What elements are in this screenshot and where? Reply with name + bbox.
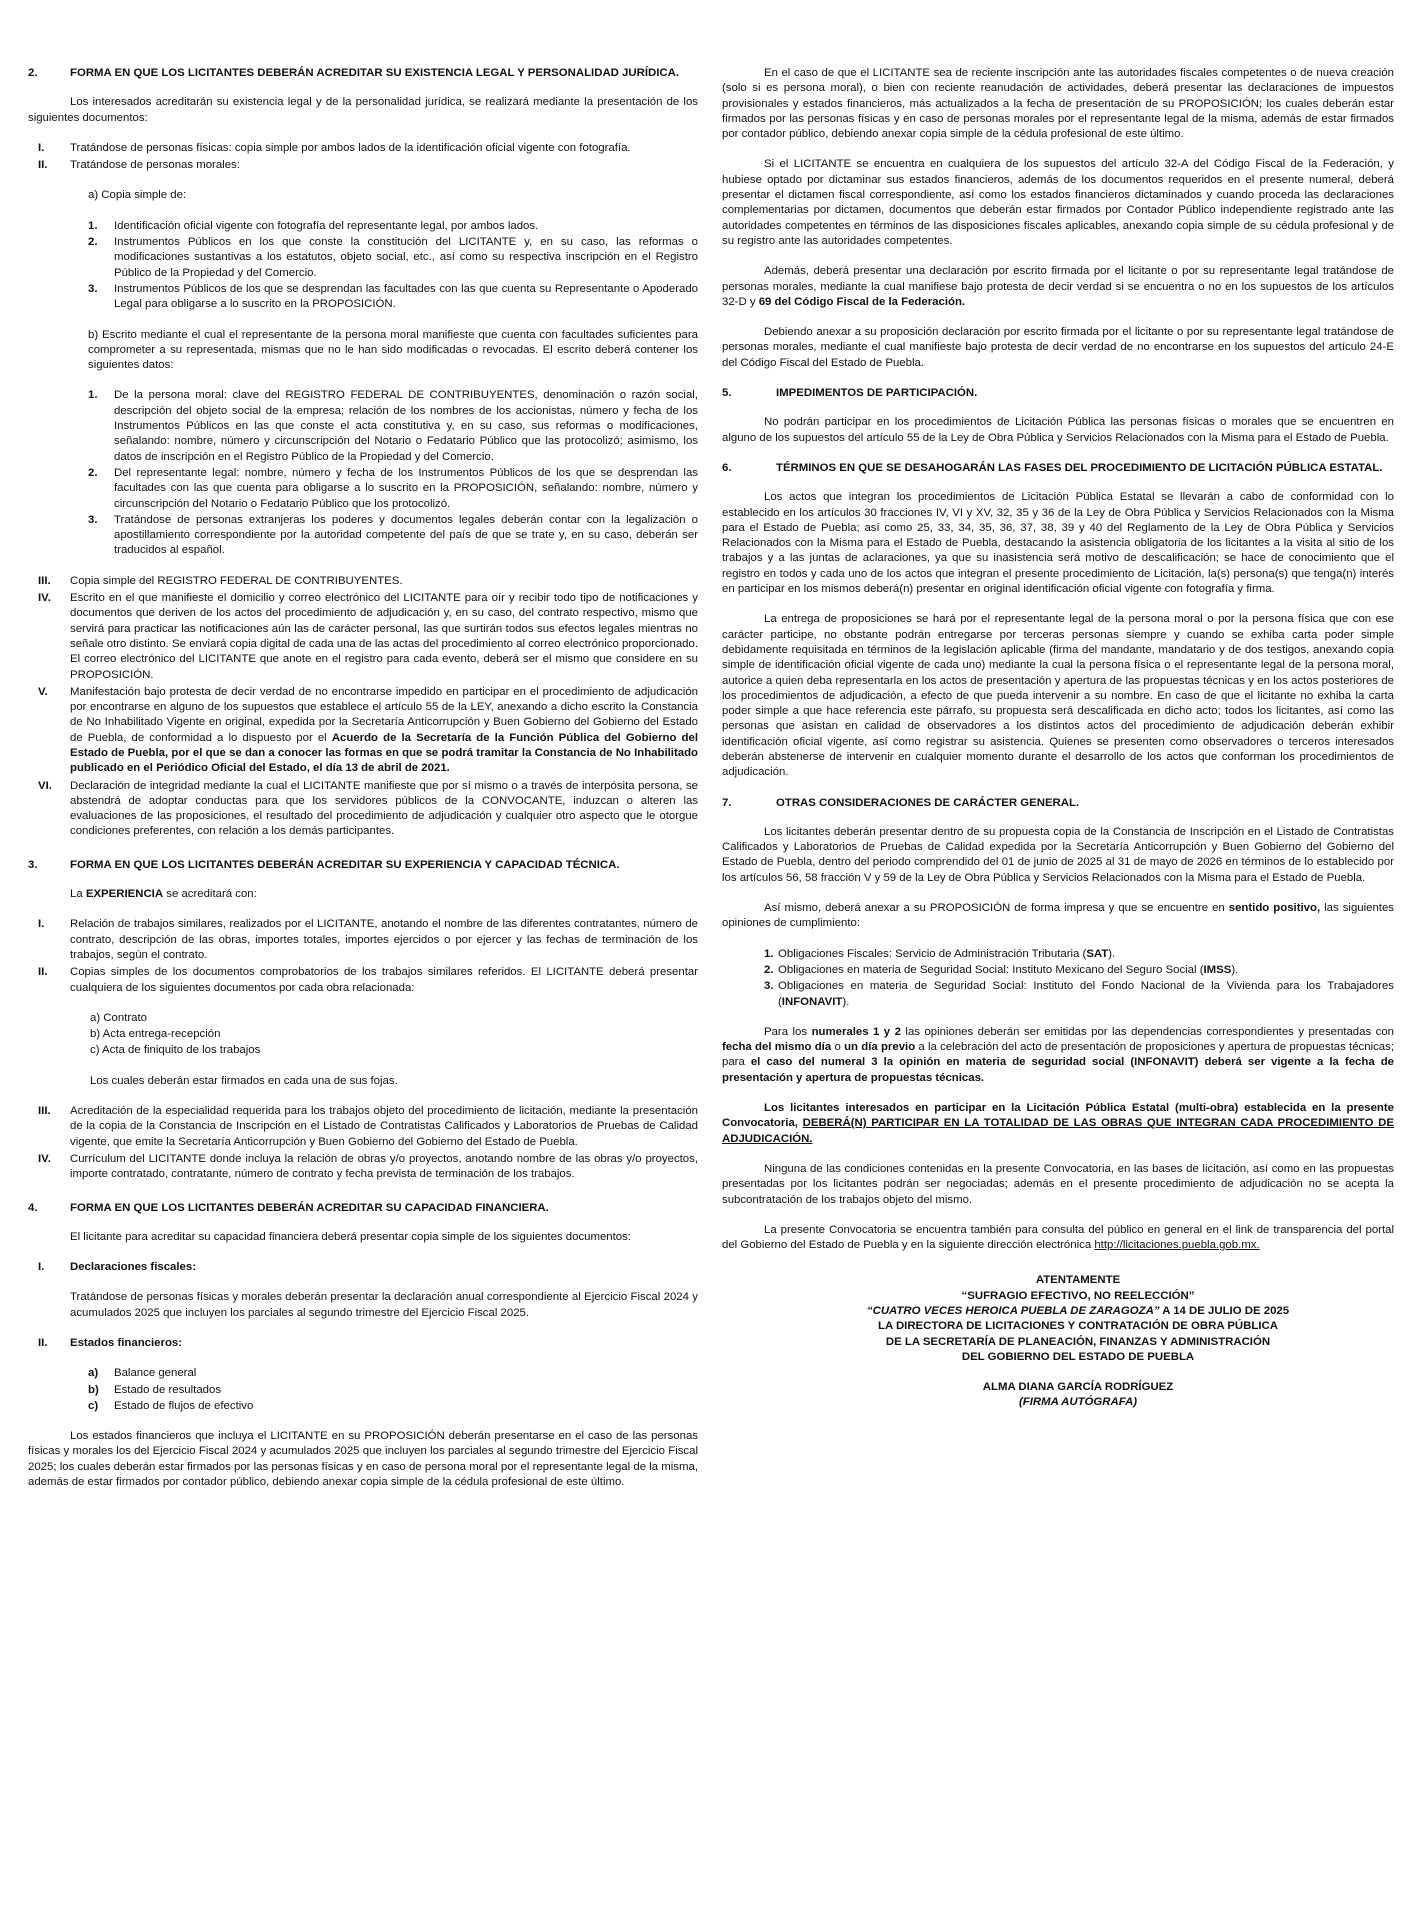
right-column (722, 66, 1394, 1411)
list-item: 1. De la persona moral: clave del REGISTRO FEDERAL DE CONTRIBUYENTES, denominación o razón social, descripción del objeto social de la empresa; relación de los nombres de los accionistas, número y fecha de los Instrumentos Públicos en las que conste el acta constitutiva y, en su caso, sus reformas o modificaciones, señalando: nombre, número y circunscripción del Notario o Fedatario Público que las protocolizó; asimismo, los datos de inscripción en el Registro Público de la Propiedad y del Comercio. (88, 389, 698, 463)
list-item: 2. Instrumentos Públicos en los que conste la constitución del LICITANTE y, en su caso, las reformas o modificaciones sustantivas a los estatutos, objeto social, etc., así como su respectiva inscripción en el Registro Público de la Propiedad y del Comercio. (88, 236, 698, 279)
section-7-heading: 7. OTRAS CONSIDERACIONES DE CARÁCTER GENERAL. (722, 796, 1080, 809)
s7-paragraph-3: Para los numerales 1 y 2 las opiniones deberán ser emitidas por las dependencias correspondientes y presentadas con fecha del mismo día o un día previo a la celebración del acto de presentación de proposiciones y apertura de propuestas técnicas; para el caso del numeral 3 la opinión en materia de seguridad social (INFONAVIT) deberá ser vigente a la fecha de presentación y apertura de propuestas técnicas. (722, 1025, 1394, 1084)
s4-item-ii: II. Estados financieros: (38, 1337, 183, 1349)
s3-item-ii: II. Copias simples de los documentos comprobatorios de los trabajos similares referidos. El LICITANTE deberá presentar cualquiera de los siguientes documentos por cada obra relacionada: (38, 966, 698, 994)
section-5-heading: 5. IMPEDIMENTOS DE PARTICIPACIÓN. (722, 387, 978, 400)
left-column (28, 66, 698, 1505)
s7-opinions-list (764, 947, 1394, 1010)
s2-item-iv: IV. Escrito en el que manifieste el domicilio y correo electrónico del LICITANTE para oír y recibir todo tipo de notificaciones y documentos que deriven de los actos del procedimiento de adjudicación y, en su caso, del contrato respectivo, mismo que servirá para practicar las notificaciones aún las de carácter personal, las que surtirán todos sus efectos legales mientras no señale otro distinto. Se enviará copia digital de cada una de las actas del procedimiento al correo electrónico proporcionado. El correo electrónico del LICITANTE que anote en el registro para cada evento, deberá ser el mismo que considere en su PROPOSICIÓN. (38, 592, 698, 681)
list-item: 2. Obligaciones en materia de Seguridad Social: Instituto Mexicano del Seguro Social (IMSS). (764, 963, 1239, 976)
list-item: 1. Identificación oficial vigente con fotografía del representante legal, por ambos lados. (88, 219, 539, 232)
signer-name: ALMA DIANA GARCÍA RODRÍGUEZ (982, 1381, 1174, 1394)
s3-item-i: I. Relación de trabajos similares, realizados por el LICITANTE, anotando el nombre de las diferentes contratantes, número de contrato, descripción de las obras, importes totales, importes ejercidos o por ejercer y las fechas de terminación de los trabajos, según el contrato. (38, 918, 698, 961)
list-item: b) Acta entrega-recepción (90, 1028, 221, 1041)
s4-i-text: Tratándose de personas físicas y morales deberán presentar la declaración anual correspondiente al Ejercicio Fiscal 2024 y acumulados 2025 que incluyen los parciales al segundo trimestre del Ejercicio Fiscal 2025. (70, 1291, 698, 1319)
s7-paragraph-1: Los licitantes deberán presentar dentro de su propuesta copia de la Constancia de Inscripción en el Listado de Contratistas Calificados y Laboratorios de Pruebas de Calidad expedida por la Secretaría Anticorrupción y Buen Gobierno del Gobierno del Estado de Puebla, dentro del periodo comprendido del 01 de junio de 2025 al 31 de mayo de 2026 en términos de lo establecido por los artículos 56, 58 fracción V y 59 de la Ley de Obra Pública y Servicios Relacionados con la Misma para el Estado de Puebla. (722, 825, 1394, 884)
s6-paragraph-1: Los actos que integran los procedimientos de Licitación Pública Estatal se llevarán a cabo de conformidad con lo establecido en los artículos 30 fracciones IV, VI y XV, 32, 35 y 36 de la Ley de Obra Pública y Servicios Relacionados con la Misma para el Estado de Puebla; así como 25, 33, 34, 35, 36, 37, 38, 39 y 40 del Reglamento de la Ley de Obra Pública y Servicios Relacionados con la Misma para el Estado de Puebla, destacando la asistencia obligatoria de los licitantes a la visita al sitio de los trabajos y a las juntas de aclaraciones, ya que su inasistencia será motivo de descalificación; se hace de conocimiento que el registro en todos y cada uno de los actos que integran el presente procedimiento de Licitación, la(s) persona(s) que tenga(n) interés en participar en los mismos deberá(n) presentar en original identificación oficial vigente con fotografía y firma. (722, 491, 1394, 596)
list-item: a) Contrato (90, 1011, 147, 1024)
s5-text: No podrán participar en los procedimientos de Licitación Pública las personas físicas o morales que se encuentren en alguno de los supuestos del artículo 55 de la Ley de Obra Pública y Servicios Relacionados con la Misma para el Estado de Puebla. (722, 416, 1394, 444)
section-4-heading: 4. FORMA EN QUE LOS LICITANTES DEBERÁN ACREDITAR SU CAPACIDAD FINANCIERA. (28, 1201, 549, 1214)
s2-item-vi: VI. Declaración de integridad mediante la cual el LICITANTE manifieste que por sí mismo o a través de interpósita persona, se abstendrá de adoptar conductas para que los servidores públicos de la CONVOCANTE, induzcan o alteren las evaluaciones de las proposiciones, el resultado del procedimiento de adjudicación y cualquier otro aspecto que le otorgue condiciones preferentes, con relación a los demás participantes. (38, 779, 698, 838)
r-paragraph-2: Si el LICITANTE se encuentra en cualquiera de los supuestos del artículo 32-A del Código Fiscal de la Federación, y hubiese optado por dictaminar sus estados financieros, además de los documentos requeridos en el presente numeral, deberá presentar el dictamen fiscal correspondiente, así como los estados financieros dictaminados y cuando proceda las declaraciones complementarias por dictamen, documentos que deberán estar firmados por Contador Público independiente registrado ante las autoridades competentes en términos de las disposiciones fiscales aplicables, anexando copia simple de su cédula profesional y de su registro ante las autoridades competentes. (722, 158, 1394, 247)
s4-ef-text: Los estados financieros que incluya el LICITANTE en su PROPOSICIÓN deberán presentarse en el caso de las personas físicas y morales los del Ejercicio Fiscal 2024 y acumulados 2025 que incluyen los parciales al segundo trimestre del Ejercicio Fiscal 2025; los cuales deberán estar firmados por las personas físicas y en caso de persona moral por el representante legal de la misma, además de estar firmados por contador público, debiendo anexar copia simple de la cédula profesional de este último. (28, 1430, 698, 1489)
s2-item-iii: III. Copia simple del REGISTRO FEDERAL DE CONTRIBUYENTES. (38, 574, 403, 587)
section-2-heading: 2. FORMA EN QUE LOS LICITANTES DEBERÁN ACREDITAR SU EXISTENCIA LEGAL Y PERSONALIDAD JURÍDICA. (28, 67, 680, 79)
s2-a-label: a) Copia simple de: (88, 189, 187, 202)
s3-item-iv: IV. Currículum del LICITANTE donde incluya la relación de obras y/o proyectos, anotando nombre de las obras y/o proyectos, importe contratado, contratante, número de contrato y fecha prevista de terminación de los trabajos. (38, 1152, 698, 1181)
s7-paragraph-4: Los licitantes interesados en participar en la Licitación Pública Estatal (multi-obra) establecida en la presente Convocatoria, DEBERÁ(N) PARTICIPAR EN LA TOTALIDAD DE LAS OBRAS QUE INTEGRAN CADA PROCEDIMIENTO DE ADJUDICACIÓN. (722, 1102, 1394, 1145)
s2-item-v: V. Manifestación bajo protesta de decir verdad de no encontrarse impedido en participar en el procedimiento de adjudicación por encontrarse en alguno de los supuestos que establece el artículo 55 de la LEY, anexando a dicho escrito la Constancia de No Inhabilitado Vigente en original, expedida por la Secretaría Anticorrupción y Buen Gobierno del Gobierno del Estado de Puebla, de conformidad a lo dispuesto por el Acuerdo de la Secretaría de la Función Pública del Gobierno del Estado de Puebla, por el que se dan a conocer las formas en que se podrá tramitar la Constancia de No Inhabilitado publicado en el Periódico Oficial del Estado, el día 13 de abril de 2021. (38, 685, 698, 775)
signature-block: ATENTAMENTE “SUFRAGIO EFECTIVO, NO REELECCIÓN” “CUATRO VECES HEROICA PUEBLA DE ZARAGOZA” A 14 DE JULIO DE 2025 LA DIRECTORA DE LICITACIONES Y CONTRATACIÓN DE OBRA PÚBLICA DE LA SECRETARÍA DE PLANEACIÓN, FINANZAS Y ADMINISTRACIÓN DEL GOBIERNO DEL ESTADO DE PUEBLA ALMA DIANA GARCÍA RODRÍGUEZ (FIRMA AUTÓGRAFA) (762, 1273, 1394, 1410)
s4-item-i: I. Declaraciones fiscales: (38, 1261, 197, 1274)
list-item: 2. Del representante legal: nombre, número y fecha de los Instrumentos Públicos de los que se desprendan las facultades con las que cuenta para obligarse a lo suscrito en la PROPOSICIÓN, señalando: nombre, número y circunscripción del Notario o Fedatario Público que los protocolizó. (88, 466, 698, 510)
s2-item-ii: II. Tratándose de personas morales: (38, 159, 240, 172)
section-6-heading: 6. TÉRMINOS EN QUE SE DESAHOGARÁN LAS FASES DEL PROCEDIMIENTO DE LICITACIÓN PÚBLICA ESTATAL. (722, 461, 1383, 474)
list-item: a) Balance general (88, 1367, 197, 1380)
s2-b-label: b) Escrito mediante el cual el representante de la persona moral manifieste que cuenta con facultades suficientes para comprometer a su representada, mismas que no le han sido modificadas o revocadas. El escrito deberá contener los siguientes datos: (88, 328, 698, 372)
r-paragraph-1: En el caso de que el LICITANTE sea de reciente inscripción ante las autoridades fiscales competentes o de nueva creación (solo si es persona moral), o bien con reciente reanudación de actividades, deberá presentar las declaraciones de impuestos provisionales y estados financieros, más actualizados a la fecha de presentación de su PROPOSICIÓN; los cuales deberán estar firmados por las personas físicas y en caso de personas morales por el representante legal de la misma, además de estar firmados por contador público, debiendo anexar copia simple de la cédula profesional de este último. (722, 67, 1394, 141)
s2-a-list (88, 219, 698, 313)
s7-paragraph-5: Ninguna de las condiciones contenidas en la presente Convocatoria, en las bases de licitación, así como en las propuestas presentadas por los licitantes podrán ser negociadas; además en el presente procedimiento de adjudicación no se acepta la subcontratación de los trabajos objeto del mismo. (722, 1162, 1394, 1206)
list-item: b) Estado de resultados (88, 1383, 222, 1396)
portal-link[interactable]: http://licitaciones.puebla.gob.mx. (1094, 1239, 1260, 1252)
s4-intro: El licitante para acreditar su capacidad financiera deberá presentar copia simple de los siguientes documentos: (70, 1230, 631, 1243)
list-item: 3. Instrumentos Públicos de los que se desprendan las facultades con las que cuenta su Representante o Apoderado Legal para obligarse a lo suscrito en la PROPOSICIÓN. (88, 282, 698, 311)
s3-firmados: Los cuales deberán estar firmados en cada una de sus fojas. (90, 1074, 398, 1087)
signature-note: (FIRMA AUTÓGRAFA) (1018, 1396, 1138, 1409)
section-3-heading: 3. FORMA EN QUE LOS LICITANTES DEBERÁN ACREDITAR SU EXPERIENCIA Y CAPACIDAD TÉCNICA. (28, 858, 620, 871)
s4-ef-list (88, 1366, 698, 1414)
s2-b-list (88, 388, 698, 558)
list-item: c) Acta de finiquito de los trabajos (90, 1044, 261, 1057)
s6-paragraph-2: La entrega de proposiciones se hará por el representante legal de la persona moral o por la persona física que con ese carácter participe, no obstante podrán entregarse por terceras personas siempre y cuando se exhiba carta poder simple debidamente requisitada en términos de la legislación aplicable (firma del mandante, mandatario y de dos testigos, anexando copia simple de identificación oficial vigente de cada uno) mediante la cual la persona física o el representante legal de la persona moral, autorice a quien deba representarla en los actos de presentación y apertura de las propuestas técnicas y en los actos posteriores de los procedimientos de adjudicación, a efecto de que pueda intervenir a su nombre. En caso de que el licitante no exhiba la carta poder simple a que hace referencia este párrafo, su propuesta será descalificada en dicho acto; todos los licitantes, así como las personas que asistan en calidad de observadores a los distintos actos del procedimiento de adjudicación deberán exhibir identificación oficial vigente, así como registrar su asistencia. Quienes se presenten como observadores o terceros interesados deberán abstenerse de intervenir en cualquier momento durante el desarrollo de los actos que conforman los procedimientos de adjudicación. (722, 613, 1394, 779)
s3-docs-list (90, 1011, 698, 1059)
list-item: 1. Obligaciones Fiscales: Servicio de Administración Tributaria (SAT). (764, 947, 1116, 960)
list-item: 3. Tratándose de personas extranjeras los poderes y documentos legales deberán contar con la legalización o apostillamiento correspondiente por la autoridad competente del país de que se trate y, en su caso, deberán ser traducidos al español. (88, 513, 698, 557)
list-item: c) Estado de flujos de efectivo (88, 1399, 254, 1412)
s2-item-i: I. Tratándose de personas físicas: copia simple por ambos lados de la identificación oficial vigente con fotografía. (38, 141, 631, 154)
s3-item-iii: III. Acreditación de la especialidad requerida para los trabajos objeto del procedimiento de licitación, mediante la presentación de la copia de la Constancia de Inscripción en el Listado de Contratistas Calificados y Laboratorios de Pruebas de Calidad vigente, que emite la Secretaría Anticorrupción y Buen Gobierno del Gobierno del Estado de Puebla. (38, 1105, 698, 1148)
r-paragraph-3: Además, deberá presentar una declaración por escrito firmada por el licitante o por su representante legal tratándose de personas morales, mediante la cual manifiese bajo protesta de decir verdad si se encuentra o no en los supuestos de los artículos 32-D y 69 del Código Fiscal de la Federación. (722, 265, 1394, 308)
s7-paragraph-6: La presente Convocatoria se encuentra también para consulta del público en general en el link de transparencia del portal del Gobierno del Estado de Puebla y en la siguiente dirección electrónica http://licitaciones.puebla.gob.mx. (722, 1223, 1394, 1252)
s7-paragraph-2: Así mismo, deberá anexar a su PROPOSICIÓN de forma impresa y que se encuentre en sentido positivo, las siguientes opiniones de cumplimiento: (722, 902, 1395, 930)
section-2-intro: Los interesados acreditarán su existencia legal y de la personalidad jurídica, se realizará mediante la presentación de los siguientes documentos: (28, 96, 698, 124)
r-paragraph-4: Debiendo anexar a su proposición declaración por escrito firmada por el licitante o por su representante legal tratándose de personas morales, mediante el cual manifieste bajo protesta de decir verdad de no encontrarse en los supuestos del artículo 24-E del Código Fiscal del Estado de Puebla. (722, 326, 1394, 369)
list-item: 3. Obligaciones en materia de Seguridad Social: Instituto del Fondo Nacional de la Vivienda para los Trabajadores (INFONAVIT). (764, 980, 1394, 1008)
s3-experiencia: La EXPERIENCIA se acreditará con: (70, 888, 257, 901)
